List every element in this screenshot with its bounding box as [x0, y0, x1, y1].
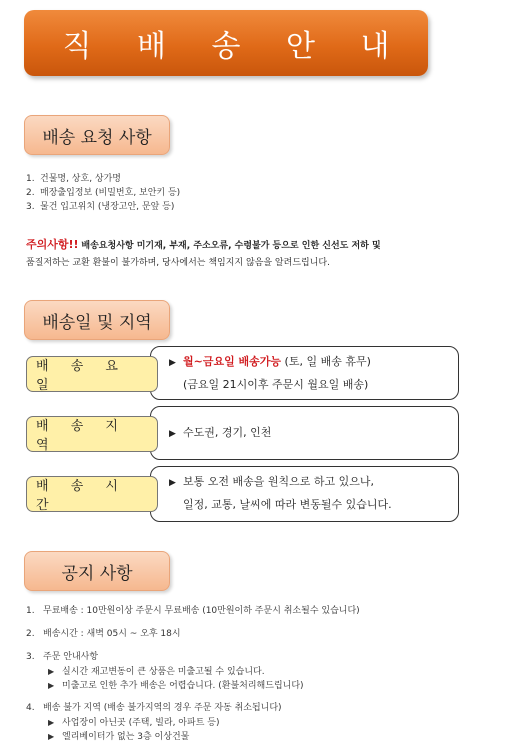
delivery-time-info: ▶ 보통 오전 배송을 원칙으로 하고 있으나, 일정, 교통, 날씨에 따라 변동될수 있습니다. [150, 466, 459, 522]
warning-notice [26, 236, 486, 272]
arrow-right-icon: ▶ [48, 718, 55, 727]
list-item: 1. 건물명, 상호, 상가명 [26, 174, 121, 184]
arrow-right-icon: ▶ [48, 681, 55, 690]
warning-bold-text: 배송요청사항 미기재, 부재, 주소오류, 수령불가 등으로 인한 신선도 저하 및 [81, 241, 381, 251]
list-item: 2. 배송시간 : 새벽 05시 ~ 오후 18시 [26, 629, 181, 639]
list-item: 1. 무료배송 : 10만원이상 주문시 무료배송 (10만원이하 주문시 취소될수 있습니다) [26, 606, 360, 616]
delivery-days-info: ▶ 월~금요일 배송가능 (토, 일 배송 휴무) (금요일 21시이후 주문시 월요일 배송) [150, 346, 459, 400]
label-delivery-time: 배 송 시 간 [26, 476, 158, 512]
label-delivery-days: 배 송 요 일 [26, 356, 158, 392]
arrow-right-icon: ▶ [169, 358, 176, 368]
list-subitem: ▶ 엘리베이터가 없는 3층 이상건물 [48, 732, 190, 742]
warning-rest-text: 품질저하는 교환 환불이 불가하며, 당사에서는 책임지지 않음을 알려드립니다. [26, 258, 330, 268]
arrow-right-icon: ▶ [48, 667, 55, 676]
delivery-region-info: ▶ 수도권, 경기, 인천 [150, 406, 459, 460]
delivery-request-list [26, 172, 180, 214]
list-item: 3. 주문 안내사항 [26, 652, 99, 662]
list-subitem: ▶ 미출고로 인한 추가 배송은 어렵습니다. (환불처리해드립니다) [48, 681, 304, 691]
section-heading-delivery-request: 배송 요청 사항 [24, 115, 170, 155]
list-item: 3. 물건 입고위치 (냉장고안, 문앞 등) [26, 202, 175, 212]
list-subitem: ▶ 사업장이 아닌곳 (주택, 빌라, 아파트 등) [48, 718, 220, 728]
arrow-right-icon: ▶ [169, 478, 176, 488]
label-delivery-region: 배 송 지 역 [26, 416, 158, 452]
list-item: 2. 매장출입정보 (비밀번호, 보안키 등) [26, 188, 181, 198]
warning-label: 주의사항!! [26, 238, 79, 251]
page-title: 직 배 송 안 내 [62, 29, 408, 64]
section-heading-notice: 공지 사항 [24, 551, 170, 591]
list-item: 4. 배송 불가 지역 (배송 불가지역의 경우 주문 자동 취소됩니다) [26, 703, 282, 713]
arrow-right-icon: ▶ [48, 732, 55, 741]
page-title-banner [24, 10, 428, 76]
list-subitem: ▶ 실시간 재고변동이 큰 상품은 미출고될 수 있습니다. [48, 667, 265, 677]
notice-list [26, 604, 360, 744]
arrow-right-icon: ▶ [169, 429, 176, 439]
section-heading-delivery-days-region: 배송일 및 지역 [24, 300, 170, 340]
